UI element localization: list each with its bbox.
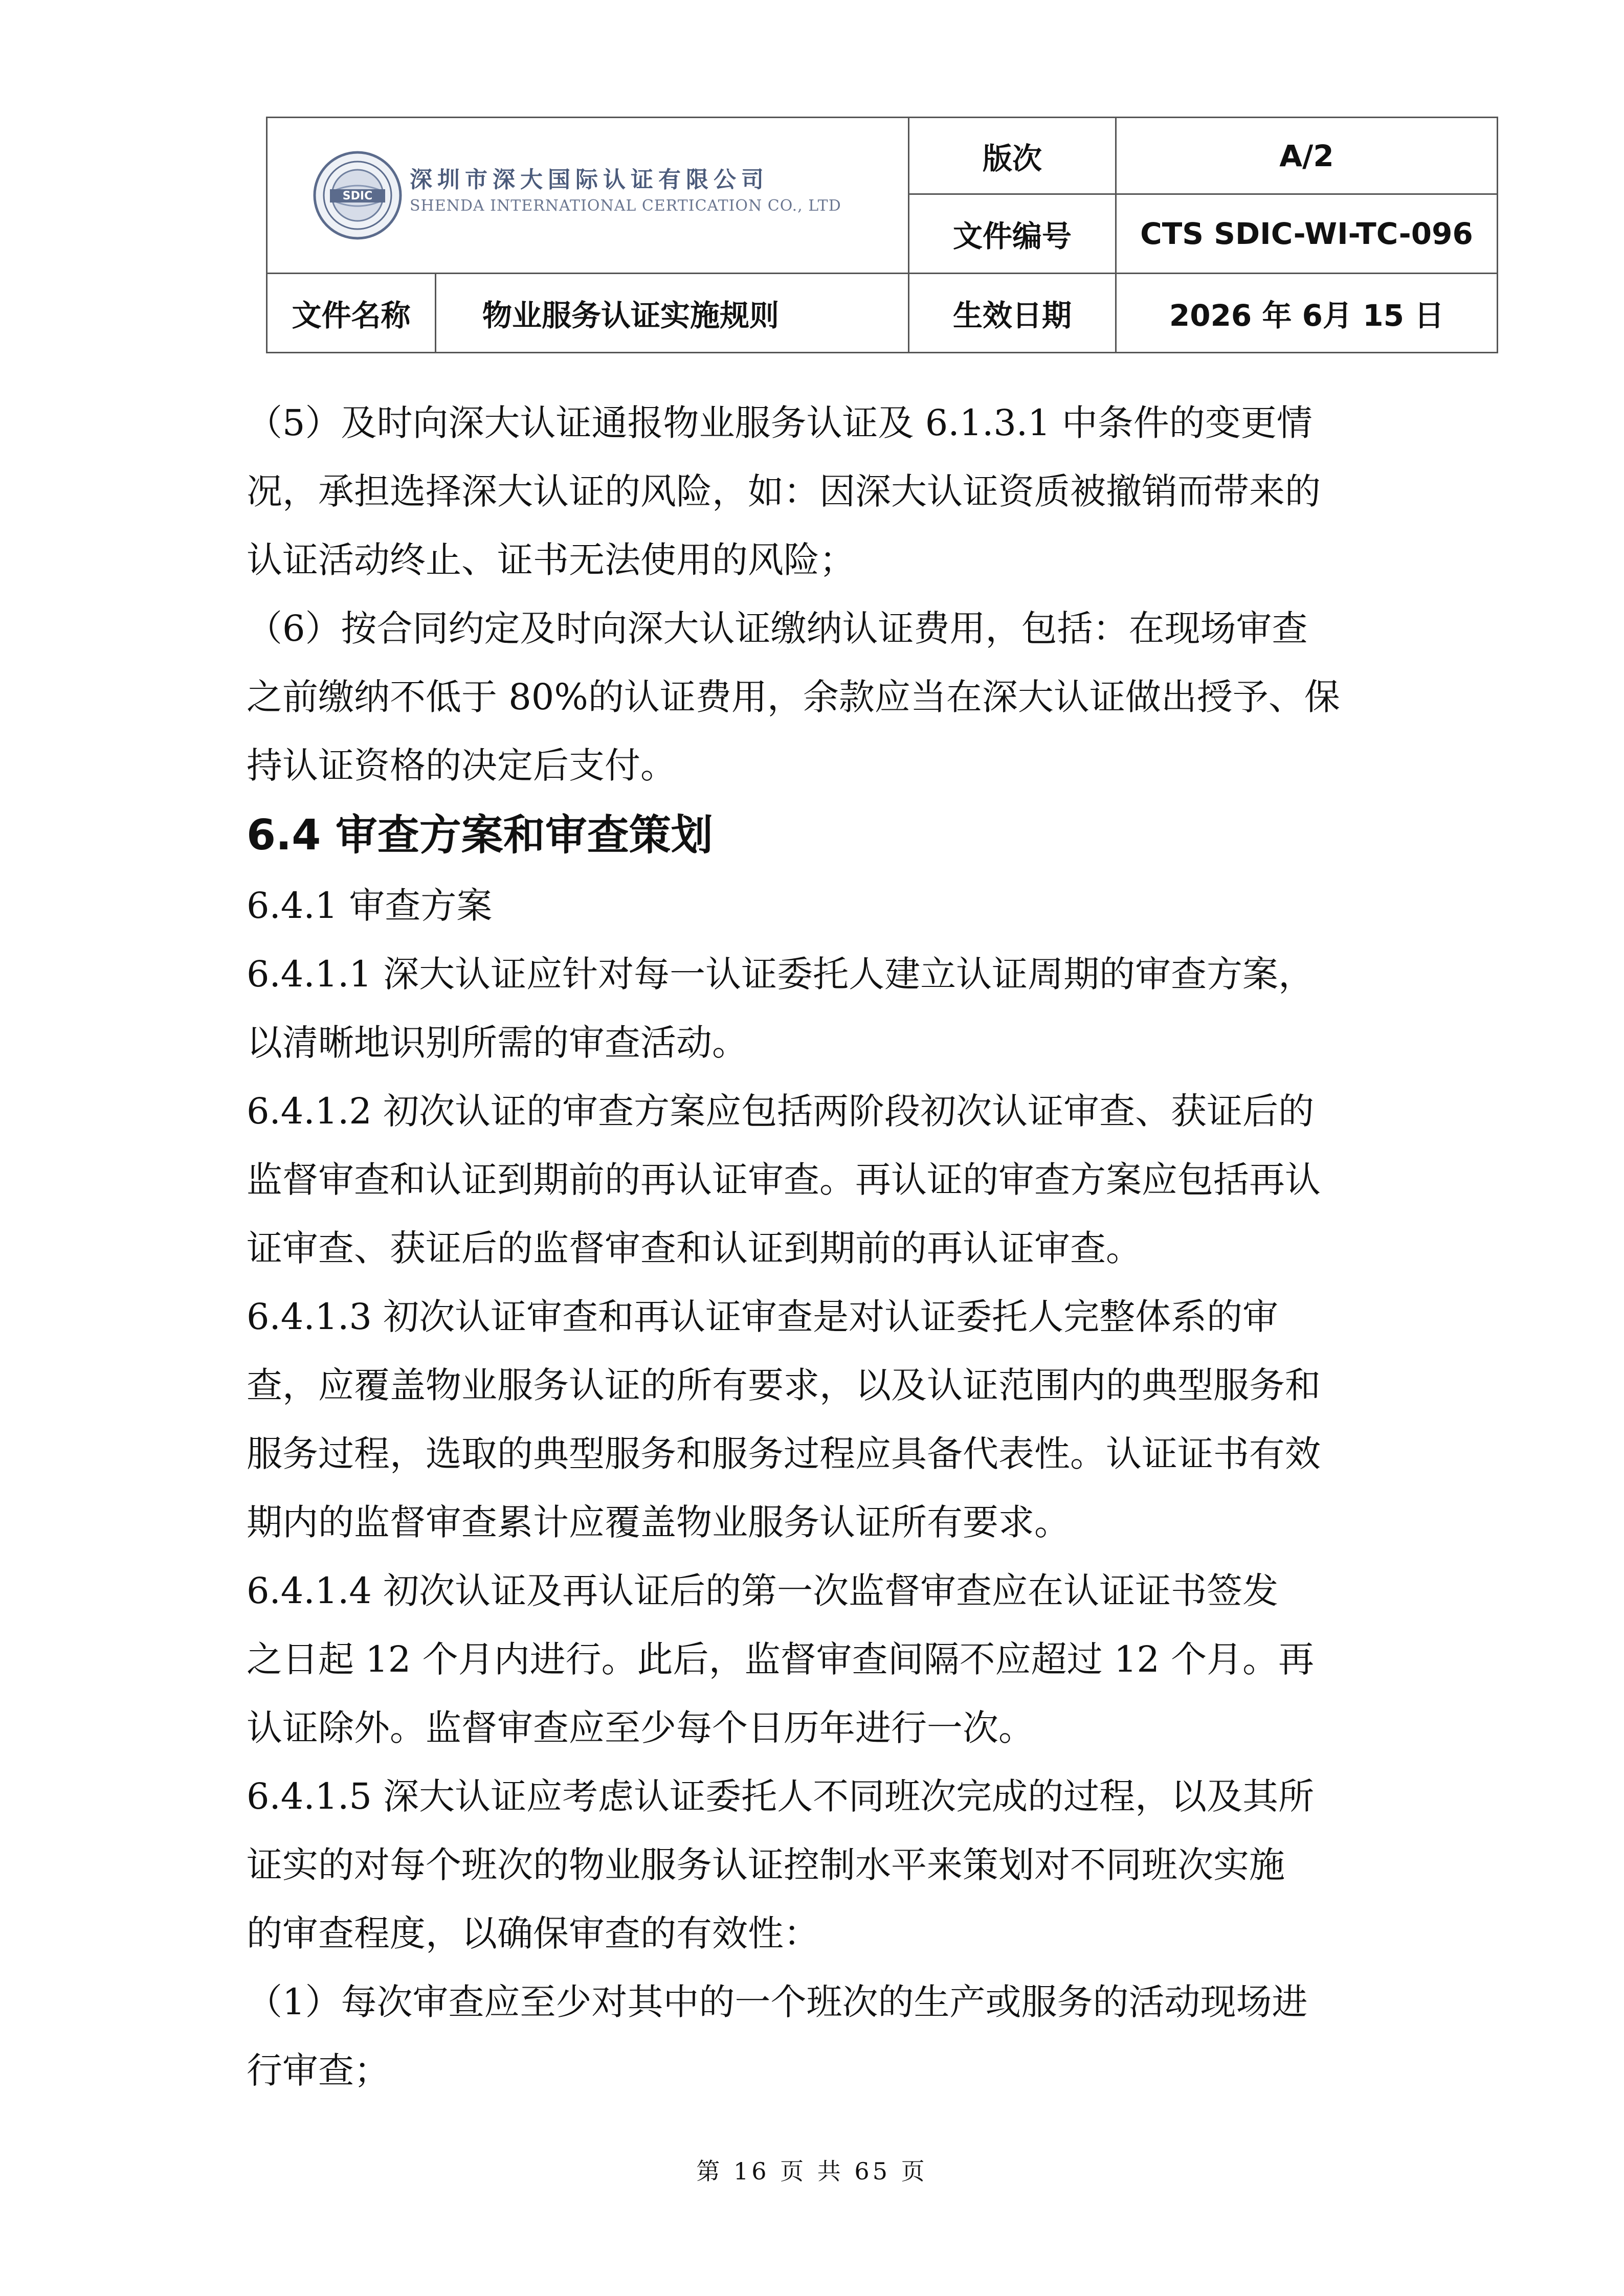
body-line: （1）每次审查应至少对其中的一个班次的生产或服务的活动现场进 [247, 1981, 1308, 2023]
doc-no-label: 文件编号 [909, 194, 1116, 274]
version-label: 版次 [909, 118, 1116, 194]
body-line: 之前缴纳不低于 80%的认证费用，余款应当在深大认证做出授予、保 [247, 676, 1340, 718]
body-line: 持认证资格的决定后支付。 [247, 745, 676, 786]
body-line: 以清晰地识别所需的审查活动。 [247, 1022, 748, 1064]
doc-name-label: 文件名称 [267, 274, 436, 353]
company-seal-logo [313, 150, 403, 240]
body-line: 6.4.1.1 深大认证应针对每一认证委托人建立认证周期的审查方案， [247, 953, 1315, 995]
body-line: 认证活动终止、证书无法使用的风险； [247, 539, 855, 581]
body-line: 6.4.1.5 深大认证应考虑认证委托人不同班次完成的过程，以及其所 [247, 1775, 1315, 1817]
company-logo-cell [267, 118, 909, 274]
body-line: 监督审查和认证到期前的再认证审查。再认证的审查方案应包括再认 [247, 1159, 1321, 1201]
seal-text: SDIC [342, 190, 373, 202]
body-line: 行审查； [247, 2050, 390, 2091]
body-line: 证实的对每个班次的物业服务认证控制水平来策划对不同班次实施 [247, 1844, 1285, 1886]
body-line: 期内的监督审查累计应覆盖物业服务认证所有要求。 [247, 1501, 1070, 1543]
document-body [247, 389, 1392, 2173]
body-line: （5）及时向深大认证通报物业服务认证及 6.1.3.1 中条件的变更情 [247, 402, 1312, 444]
company-name-en: SHENDA INTERNATIONAL CERTICATION CO., LTD [410, 196, 841, 215]
body-line: 查，应覆盖物业服务认证的所有要求，以及认证范围内的典型服务和 [247, 1364, 1321, 1406]
doc-no-value: CTS SDIC-WI-TC-096 [1116, 194, 1498, 274]
company-name-cn: 深圳市深大国际认证有限公司 [410, 166, 769, 193]
body-line: 服务过程，选取的典型服务和服务过程应具备代表性。认证证书有效 [247, 1433, 1321, 1475]
body-line: 况，承担选择深大认证的风险，如：因深大认证资质被撤销而带来的 [247, 470, 1321, 512]
body-line: 的审查程度，以确保审查的有效性： [247, 1912, 819, 1954]
body-line: 6.4.1 审查方案 [247, 885, 493, 927]
body-line: 6.4.1.2 初次认证的审查方案应包括两阶段初次认证审查、获证后的 [247, 1090, 1315, 1132]
body-line: 6.4.1.3 初次认证审查和再认证审查是对认证委托人完整体系的审 [247, 1296, 1279, 1338]
effective-date-value: 2026 年 6月 15 日 [1116, 274, 1498, 353]
body-line: 认证除外。监督审查应至少每个日历年进行一次。 [247, 1707, 1034, 1749]
page-number-footer: 第 16 页 共 65 页 [696, 2157, 928, 2185]
body-line: 之日起 12 个月内进行。此后，监督审查间隔不应超过 12 个月。再 [247, 1638, 1315, 1680]
document-header-table [266, 117, 1498, 353]
version-value: A/2 [1116, 118, 1498, 194]
doc-name-value: 物业服务认证实施规则 [436, 274, 909, 353]
body-line: （6）按合同约定及时向深大认证缴纳认证费用，包括：在现场审查 [247, 607, 1308, 649]
section-heading: 6.4 审查方案和审查策划 [247, 811, 713, 860]
body-line: 6.4.1.4 初次认证及再认证后的第一次监督审查应在认证证书签发 [247, 1570, 1279, 1612]
effective-date-label: 生效日期 [909, 274, 1116, 353]
body-line: 证审查、获证后的监督审查和认证到期前的再认证审查。 [247, 1227, 1142, 1269]
